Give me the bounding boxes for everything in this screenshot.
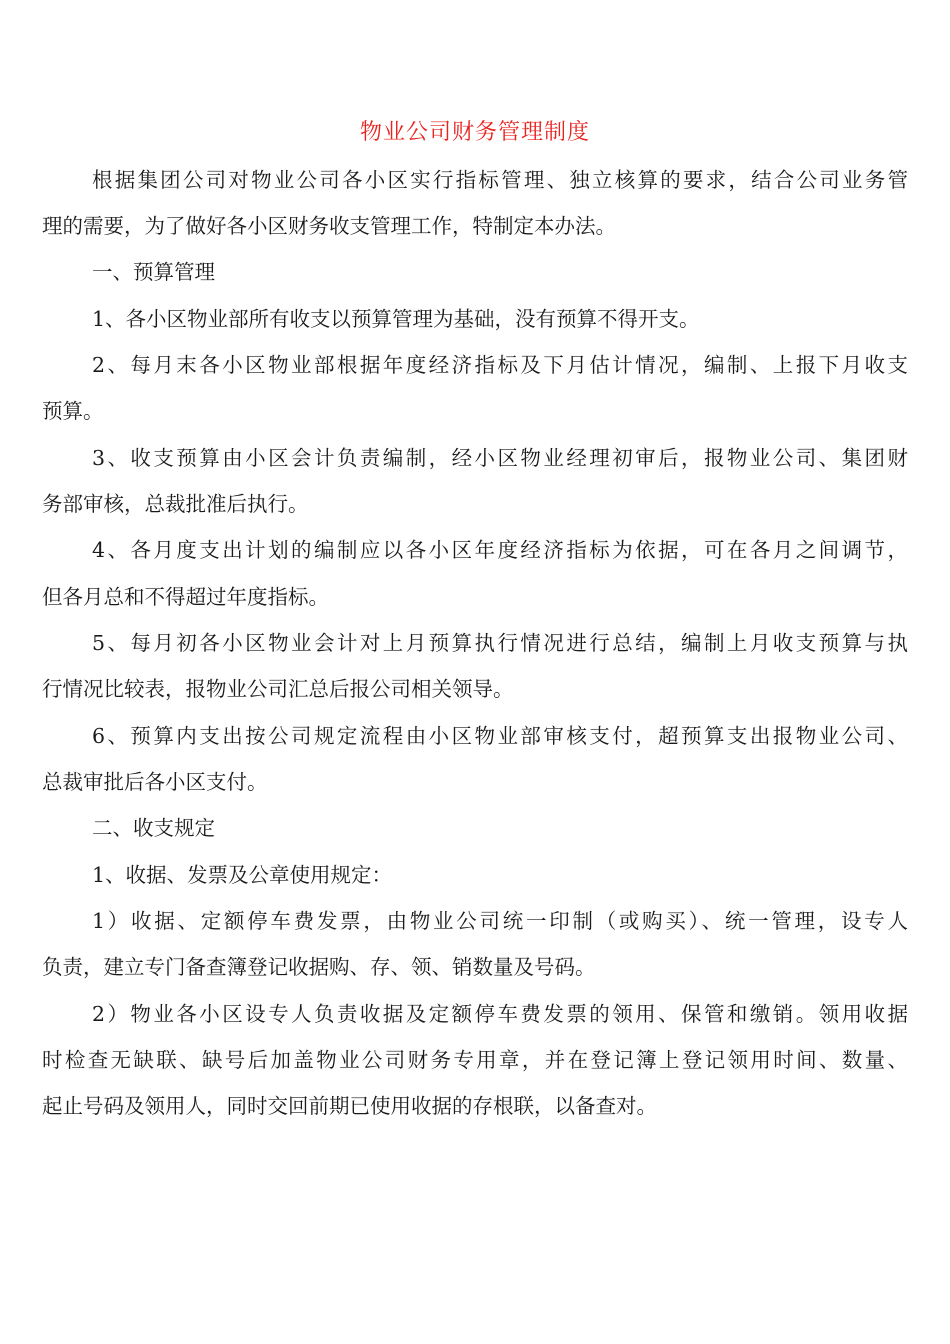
text-line: 务部审核，总裁批准后执行。 xyxy=(42,492,309,516)
text-line: 4、各月度支出计划的编制应以各小区年度经济指标为依据，可在各月之间调节， xyxy=(92,538,908,562)
text-line: 6、预算内支出按公司规定流程由小区物业部审核支付，超预算支出报物业公司、 xyxy=(92,724,908,748)
text-line: 负责，建立专门备查簿登记收据购、存、领、销数量及号码。 xyxy=(42,955,596,979)
text-line: 总裁审批后各小区支付。 xyxy=(42,770,268,794)
text-line: 时检查无缺联、缺号后加盖物业公司财务专用章，并在登记簿上登记领用时间、数量、 xyxy=(42,1048,908,1072)
text-line: 预算。 xyxy=(42,399,104,423)
text-line: 2）物业各小区设专人负责收据及定额停车费发票的领用、保管和缴销。领用收据 xyxy=(92,1002,908,1026)
text-line: 行情况比较表，报物业公司汇总后报公司相关领导。 xyxy=(42,677,514,701)
text-line: 1）收据、定额停车费发票，由物业公司统一印制（或购买）、统一管理，设专人 xyxy=(92,909,908,933)
text-line: 3、收支预算由小区会计负责编制，经小区物业经理初审后，报物业公司、集团财 xyxy=(92,446,908,470)
text-line: 2、每月末各小区物业部根据年度经济指标及下月估计情况，编制、上报下月收支 xyxy=(92,353,908,377)
section-heading: 二、收支规定 xyxy=(92,816,215,840)
text-line: 5、每月初各小区物业会计对上月预算执行情况进行总结，编制上月收支预算与执 xyxy=(92,631,908,655)
text-line: 起止号码及领用人，同时交回前期已使用收据的存根联，以备查对。 xyxy=(42,1094,657,1118)
text-line: 理的需要，为了做好各小区财务收支管理工作，特制定本办法。 xyxy=(42,214,616,238)
document-title: 物业公司财务管理制度 xyxy=(359,120,590,145)
text-line: 根据集团公司对物业公司各小区实行指标管理、独立核算的要求，结合公司业务管 xyxy=(92,168,908,192)
section-heading: 一、预算管理 xyxy=(92,260,215,284)
text-line: 1、各小区物业部所有收支以预算管理为基础，没有预算不得开支。 xyxy=(92,307,700,331)
text-line: 但各月总和不得超过年度指标。 xyxy=(42,585,329,609)
text-line: 1、收据、发票及公章使用规定： xyxy=(92,863,393,887)
